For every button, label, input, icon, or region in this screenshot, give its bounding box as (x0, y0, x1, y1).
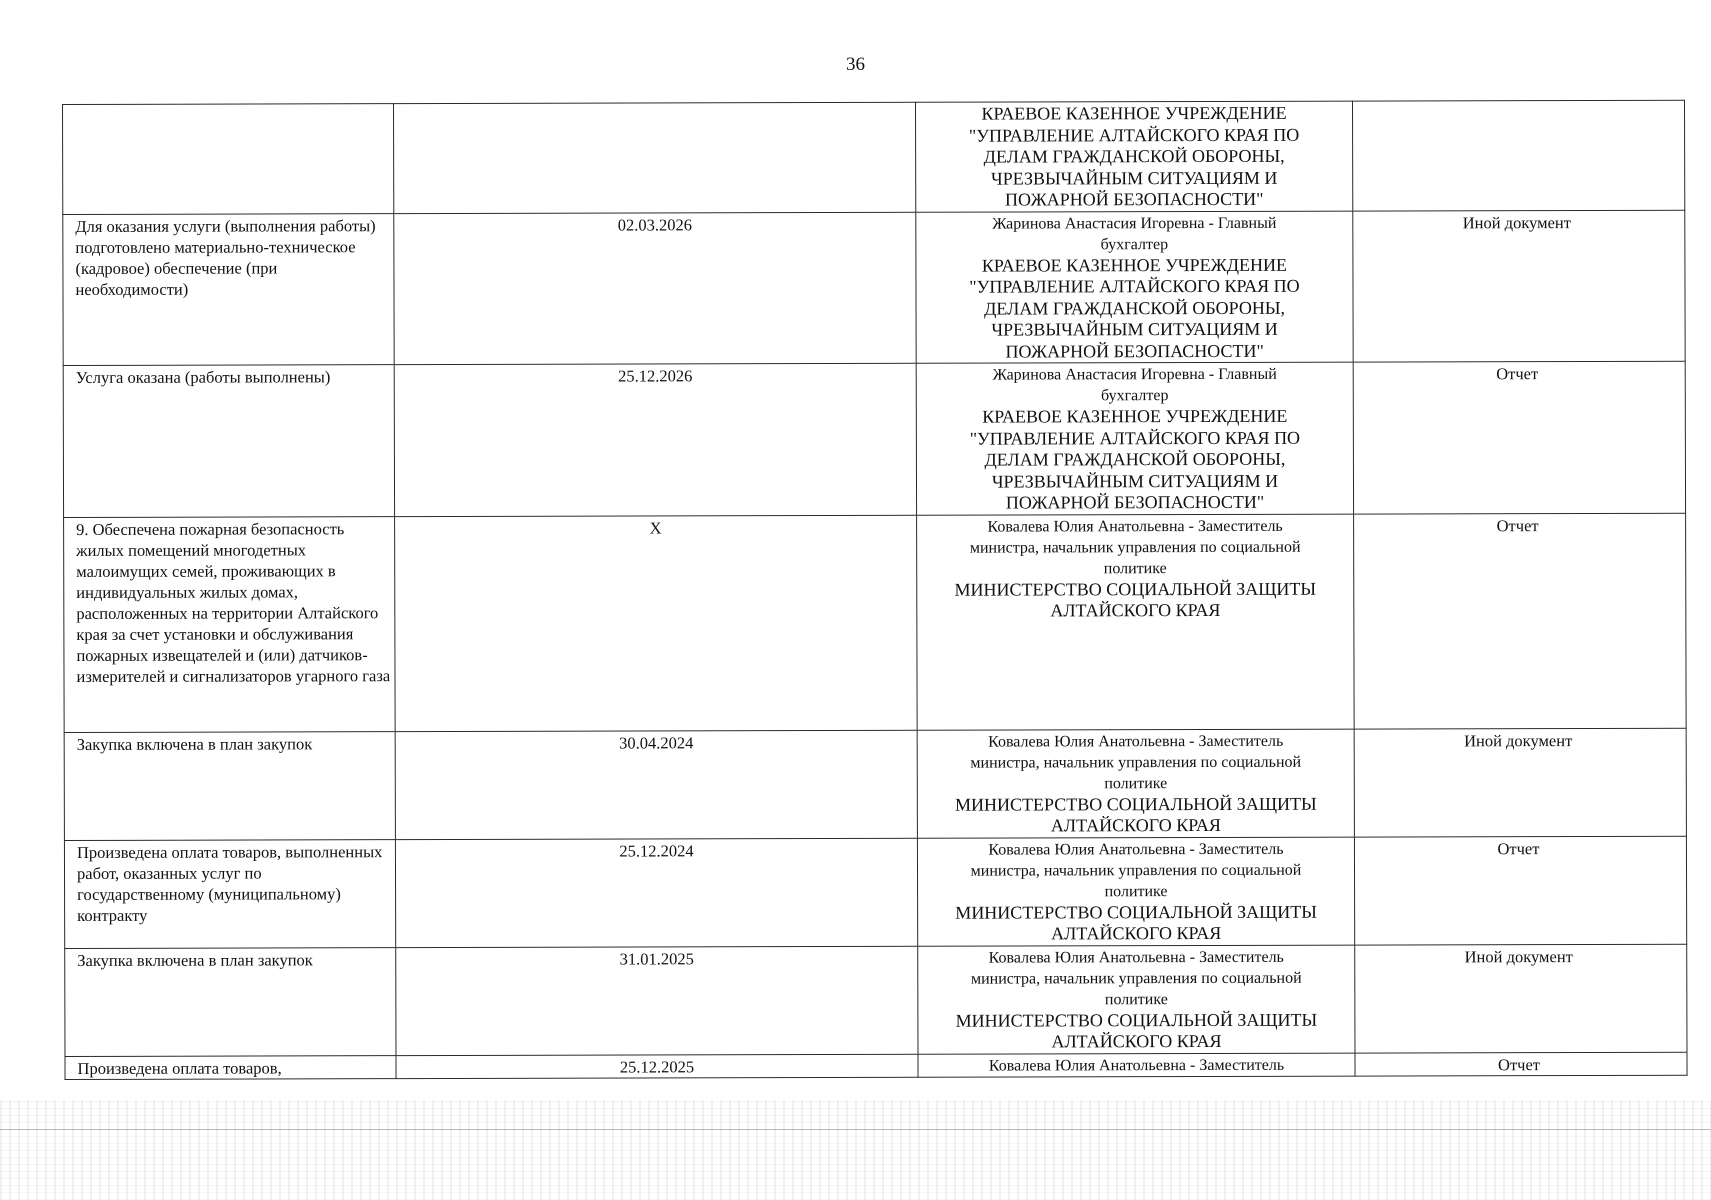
document-type-cell: Иной документ (1353, 210, 1685, 362)
control-points-table (62, 100, 1688, 1080)
event-cell: Произведена оплата товаров, выполненных работ, оказанных услуг по государственному (муниципальному) контракту (64, 839, 395, 948)
responsible-cell (916, 362, 1353, 515)
event-cell: Для оказания услуги (выполнения работы) подготовлено материально-техническое (кадровое) обеспечение (при необходимости) (63, 213, 394, 365)
person-line: Ковалева Юлия Анатольевна - Заместитель (988, 732, 1284, 751)
responsible-organization (921, 578, 1349, 622)
org-line: "УПРАВЛЕНИЕ АЛТАЙСКОГО КРАЯ ПО (969, 275, 1300, 297)
document-type-cell: Иной документ (1354, 728, 1686, 837)
table-body (63, 100, 1688, 1079)
person-line: министра, начальник управления по социальной (969, 538, 1301, 557)
date-cell (394, 102, 916, 213)
person-line: бухгалтер (1100, 235, 1169, 253)
table-row (64, 513, 1687, 732)
responsible-cell (917, 514, 1355, 730)
person-line: Ковалева Юлия Анатольевна - Заместитель (987, 517, 1283, 536)
responsible-organization (922, 901, 1350, 945)
person-line: Жаринова Анастасия Игоревна - Главный (992, 214, 1277, 233)
scan-line (0, 1129, 1711, 1130)
org-line: АЛТАЙСКОГО КРАЯ (1051, 1030, 1222, 1052)
date-cell: 31.01.2025 (396, 946, 918, 1055)
org-line: АЛТАЙСКОГО КРАЯ (1051, 922, 1222, 944)
responsible-person (922, 1054, 1350, 1076)
org-line: ЧРЕЗВЫЧАЙНЫМ СИТУАЦИЯМ И (991, 470, 1279, 492)
org-line: ЧРЕЗВЫЧАЙНЫМ СИТУАЦИЯМ И (990, 167, 1278, 189)
person-line: министра, начальник управления по социальной (970, 753, 1302, 772)
responsible-organization (920, 254, 1348, 363)
org-line: "УПРАВЛЕНИЕ АЛТАЙСКОГО КРАЯ ПО (968, 124, 1300, 146)
date-cell: 25.12.2024 (395, 838, 917, 947)
document-type-cell: Отчет (1354, 836, 1686, 945)
responsible-cell (918, 1053, 1355, 1077)
responsible-person (921, 515, 1349, 579)
person-line: Ковалева Юлия Анатольевна - Заместитель (988, 1056, 1285, 1075)
person-line: политике (1104, 882, 1168, 900)
table-row (65, 944, 1687, 1056)
org-line: КРАЕВОЕ КАЗЕННОЕ УЧРЕЖДЕНИЕ (981, 254, 1288, 276)
scan-noise (0, 1100, 1711, 1200)
person-line: политике (1104, 990, 1168, 1008)
responsible-person (922, 946, 1350, 1010)
responsible-organization (920, 103, 1348, 212)
responsible-cell (917, 837, 1354, 946)
responsible-person (922, 730, 1350, 794)
event-cell: 9. Обеспечена пожарная безопасность жилых помещений многодетных малоимущих семей, проживающих в индивидуальных жилых домах, расположенных на территории Алтайского края за счет установки и обслуживания пожарных извещателей и (или) датчиков-измерителей и сигнализаторов угарного газа (64, 516, 396, 732)
date-cell: 30.04.2024 (395, 730, 917, 839)
org-line: ПОЖАРНОЙ БЕЗОПАСНОСТИ" (1005, 188, 1264, 210)
event-cell: Произведена оплата товаров, (65, 1055, 396, 1079)
document-type-cell (1352, 100, 1684, 210)
page-number: 36 (846, 54, 865, 75)
org-line: МИНИСТЕРСТВО СОЦИАЛЬНОЙ ЗАЩИТЫ (954, 793, 1317, 815)
org-line: ДЕЛАМ ГРАЖДАНСКОЙ ОБОРОНЫ, (983, 145, 1285, 167)
org-line: КРАЕВОЕ КАЗЕННОЕ УЧРЕЖДЕНИЕ (981, 102, 1287, 124)
responsible-cell (916, 211, 1353, 364)
table-row (63, 361, 1685, 517)
responsible-person (921, 364, 1349, 407)
person-line: политике (1104, 774, 1168, 792)
org-line: ДЕЛАМ ГРАЖДАНСКОЙ ОБОРОНЫ, (984, 448, 1286, 470)
document-type-cell: Иной документ (1355, 944, 1687, 1053)
table-row (63, 100, 1685, 214)
event-cell: Закупка включена в план закупок (64, 731, 395, 840)
responsible-cell (917, 729, 1354, 838)
date-cell: 25.12.2025 (396, 1054, 918, 1078)
table-row (65, 1052, 1687, 1079)
responsible-person (920, 212, 1348, 255)
responsible-organization (922, 793, 1350, 837)
person-line: Жаринова Анастасия Игоревна - Главный (992, 365, 1277, 384)
table-row (64, 836, 1686, 948)
event-cell (63, 104, 394, 214)
org-line: МИНИСТЕРСТВО СОЦИАЛЬНОЙ ЗАЩИТЫ (955, 1009, 1318, 1031)
responsible-cell (918, 945, 1355, 1054)
org-line: "УПРАВЛЕНИЕ АЛТАЙСКОГО КРАЯ ПО (969, 427, 1301, 449)
responsible-organization (922, 1009, 1350, 1053)
org-line: МИНИСТЕРСТВО СОЦИАЛЬНОЙ ЗАЩИТЫ (955, 901, 1317, 923)
person-line: политике (1103, 559, 1167, 577)
table-row (64, 728, 1686, 840)
event-cell: Услуга оказана (работы выполнены) (63, 365, 394, 517)
person-line: Ковалева Юлия Анатольевна - Заместитель (988, 948, 1284, 967)
org-line: МИНИСТЕРСТВО СОЦИАЛЬНОЙ ЗАЩИТЫ (954, 578, 1317, 600)
org-line: АЛТАЙСКОГО КРАЯ (1050, 599, 1221, 621)
org-line: ЧРЕЗВЫЧАЙНЫМ СИТУАЦИЯМ И (991, 318, 1278, 340)
org-line: АЛТАЙСКОГО КРАЯ (1050, 814, 1221, 836)
person-line: министра, начальник управления по социальной (970, 861, 1302, 880)
responsible-cell (915, 101, 1352, 212)
table-row (63, 210, 1685, 366)
person-line: бухгалтер (1101, 387, 1169, 405)
responsible-organization (921, 406, 1349, 515)
org-line: ПОЖАРНОЙ БЕЗОПАСНОСТИ" (1005, 491, 1265, 513)
org-line: ДЕЛАМ ГРАЖДАНСКОЙ ОБОРОНЫ, (984, 297, 1286, 319)
person-line: министра, начальник управления по социальной (970, 969, 1302, 988)
responsible-person (922, 838, 1350, 902)
org-line: ПОЖАРНОЙ БЕЗОПАСНОСТИ" (1005, 340, 1264, 362)
document-type-cell: Отчет (1355, 1052, 1687, 1076)
document-type-cell: Отчет (1353, 361, 1685, 513)
date-cell: X (395, 515, 918, 731)
org-line: КРАЕВОЕ КАЗЕННОЕ УЧРЕЖДЕНИЕ (982, 405, 1288, 427)
date-cell: 25.12.2026 (394, 363, 916, 516)
document-type-cell: Отчет (1354, 513, 1687, 729)
event-cell: Закупка включена в план закупок (65, 947, 396, 1056)
date-cell: 02.03.2026 (394, 212, 916, 365)
person-line: Ковалева Юлия Анатольевна - Заместитель (988, 840, 1284, 859)
